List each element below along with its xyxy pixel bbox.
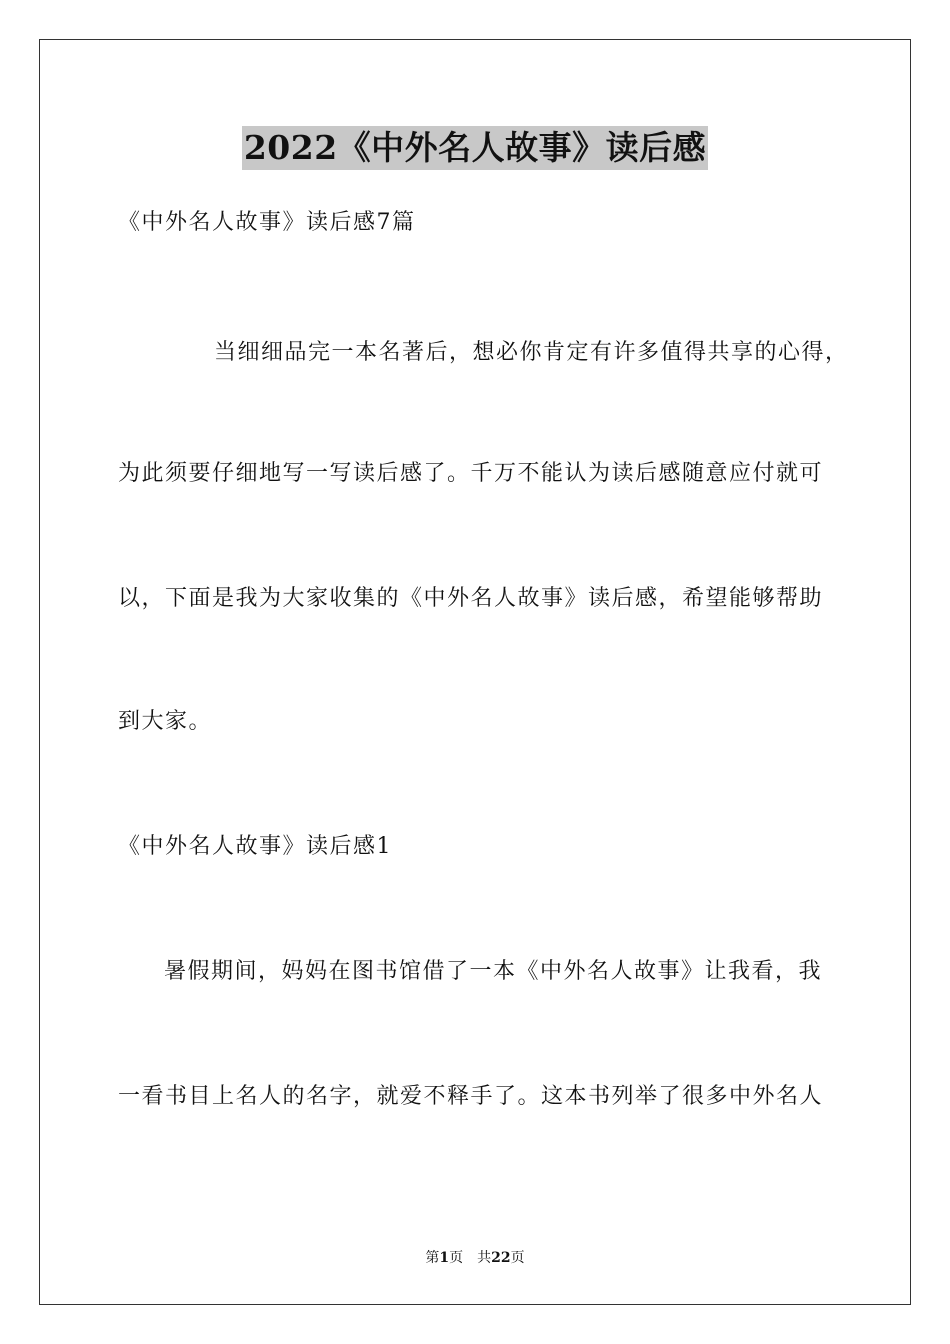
page-suffix: 页	[449, 1250, 464, 1266]
document-subtitle: 《中外名人故事》读后感7篇	[118, 210, 416, 235]
page-prefix: 第	[425, 1250, 440, 1266]
section-line-2: 一看书目上名人的名字，就爱不释手了。这本书列举了很多中外名人	[118, 1084, 824, 1109]
total-suffix: 页	[510, 1250, 525, 1266]
title-container	[0, 126, 950, 170]
page-number: 1	[439, 1250, 450, 1266]
total-pages: 22	[491, 1250, 511, 1266]
intro-line-3: 以，下面是我为大家收集的《中外名人故事》读后感，希望能够帮助	[118, 586, 824, 611]
intro-line-4: 到大家。	[118, 709, 213, 734]
section-heading: 《中外名人故事》读后感1	[118, 834, 392, 859]
page-footer	[0, 1249, 950, 1267]
intro-line-1: 当细细品完一本名著后，想必你肯定有许多值得共享的心得，	[214, 340, 849, 365]
intro-line-2: 为此须要仔细地写一写读后感了。千万不能认为读后感随意应付就可	[118, 461, 824, 486]
total-prefix: 共	[477, 1250, 492, 1266]
section-line-1: 暑假期间，妈妈在图书馆借了一本《中外名人故事》让我看，我	[164, 959, 823, 984]
document-title: 2022《中外名人故事》读后感	[242, 126, 708, 170]
